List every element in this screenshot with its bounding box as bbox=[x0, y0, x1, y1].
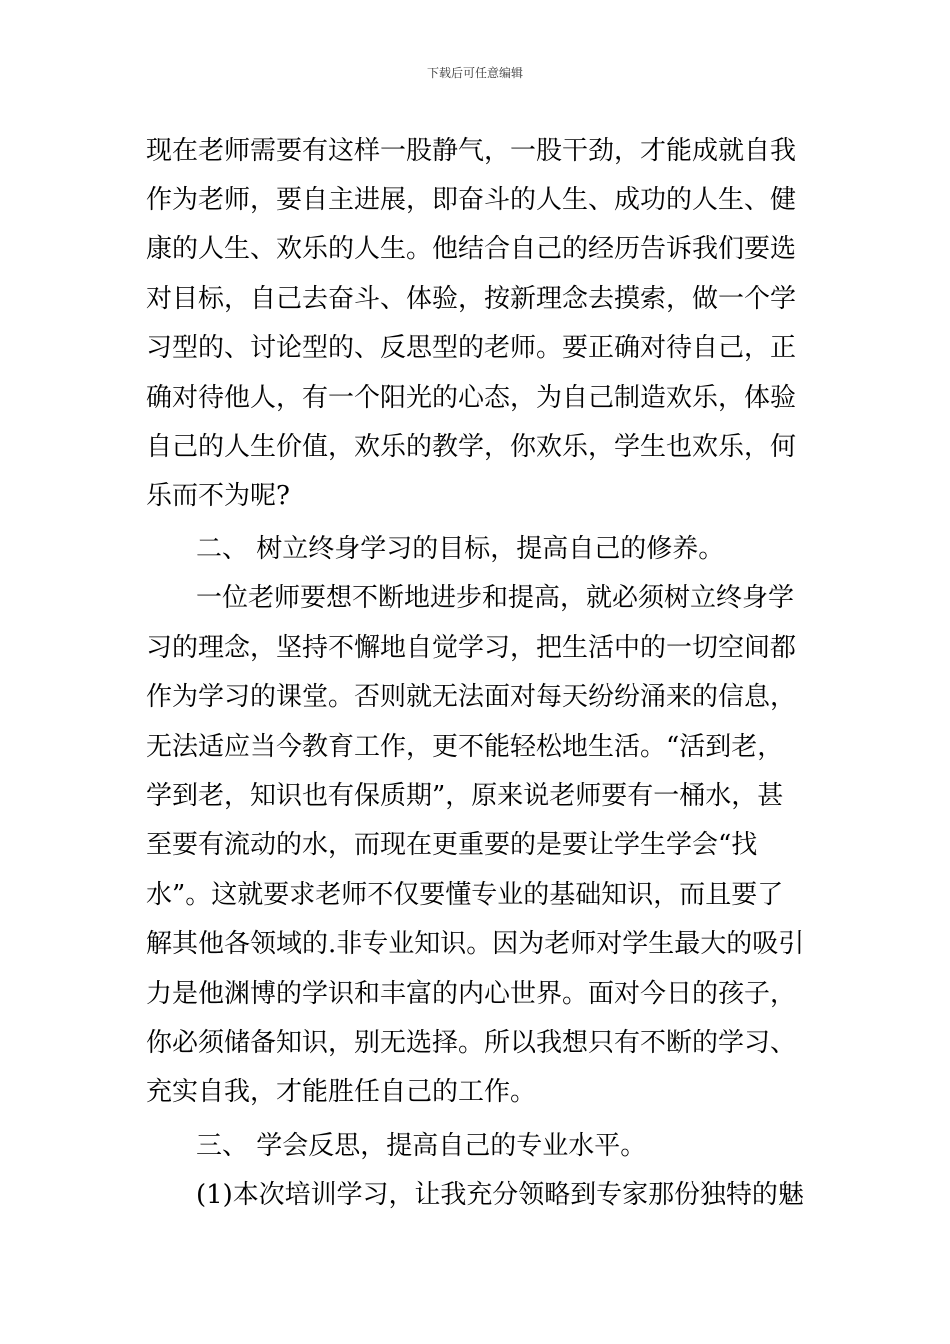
paragraph-line: 解其他各领域的.非专业知识。因为老师对学生最大的吸引 bbox=[146, 929, 805, 959]
paragraph-line: 充实自我，才能胜任自己的工作。 bbox=[146, 1077, 537, 1107]
paragraph-line: 自己的人生价值，欢乐的教学，你欢乐，学生也欢乐，何 bbox=[146, 432, 797, 462]
paragraph-line: 作为学习的课堂。否则就无法面对每天纷纷涌来的信息， bbox=[146, 682, 797, 712]
paragraph-line: 乐而不为呢? bbox=[146, 481, 290, 511]
paragraph-line: 习型的、讨论型的、反思型的老师。要正确对待自己，正 bbox=[146, 333, 797, 363]
paragraph-line: 水”。这就要求老师不仅要懂专业的基础知识，而且要了 bbox=[146, 880, 784, 910]
paragraph-line: 作为老师，要自主进展，即奋斗的人生、成功的人生、健 bbox=[146, 185, 797, 215]
paragraph-line: 现在老师需要有这样一股静气，一股干劲，才能成就自我 bbox=[146, 136, 797, 166]
paragraph-line: 无法适应当今教育工作，更不能轻松地生活。“活到老， bbox=[146, 732, 784, 762]
page-header: 下载后可任意编辑 bbox=[426, 66, 523, 80]
paragraph-line: 习的理念，坚持不懈地自觉学习，把生活中的一切空间都 bbox=[146, 633, 797, 663]
paragraph-line: 力是他渊博的学识和丰富的内心世界。面对今日的孩子， bbox=[146, 979, 797, 1009]
paragraph-line: 至要有流动的水，而现在更重要的是要让学生学会“找 bbox=[146, 830, 758, 860]
section-heading: 三、 学会反思，提高自己的专业水平。 bbox=[196, 1131, 647, 1161]
paragraph-line: (1)本次培训学习，让我充分领略到专家那份独特的魅 bbox=[196, 1180, 804, 1210]
paragraph-line: 康的人生、欢乐的人生。他结合自己的经历告诉我们要选 bbox=[146, 234, 797, 264]
paragraph-line: 一位老师要想不断地进步和提高，就必须树立终身学 bbox=[196, 583, 795, 613]
paragraph-line: 确对待他人，有一个阳光的心态，为自己制造欢乐，体验 bbox=[146, 383, 797, 413]
section-heading: 二、 树立终身学习的目标，提高自己的修养。 bbox=[196, 534, 725, 564]
paragraph-line: 对目标，自己去奋斗、体验，按新理念去摸索，做一个学 bbox=[146, 284, 797, 314]
paragraph-line: 你必须储备知识，别无选择。所以我想只有不断的学习、 bbox=[146, 1028, 797, 1058]
paragraph-line: 学到老，知识也有保质期”，原来说老师要有一桶水，甚 bbox=[146, 781, 784, 811]
